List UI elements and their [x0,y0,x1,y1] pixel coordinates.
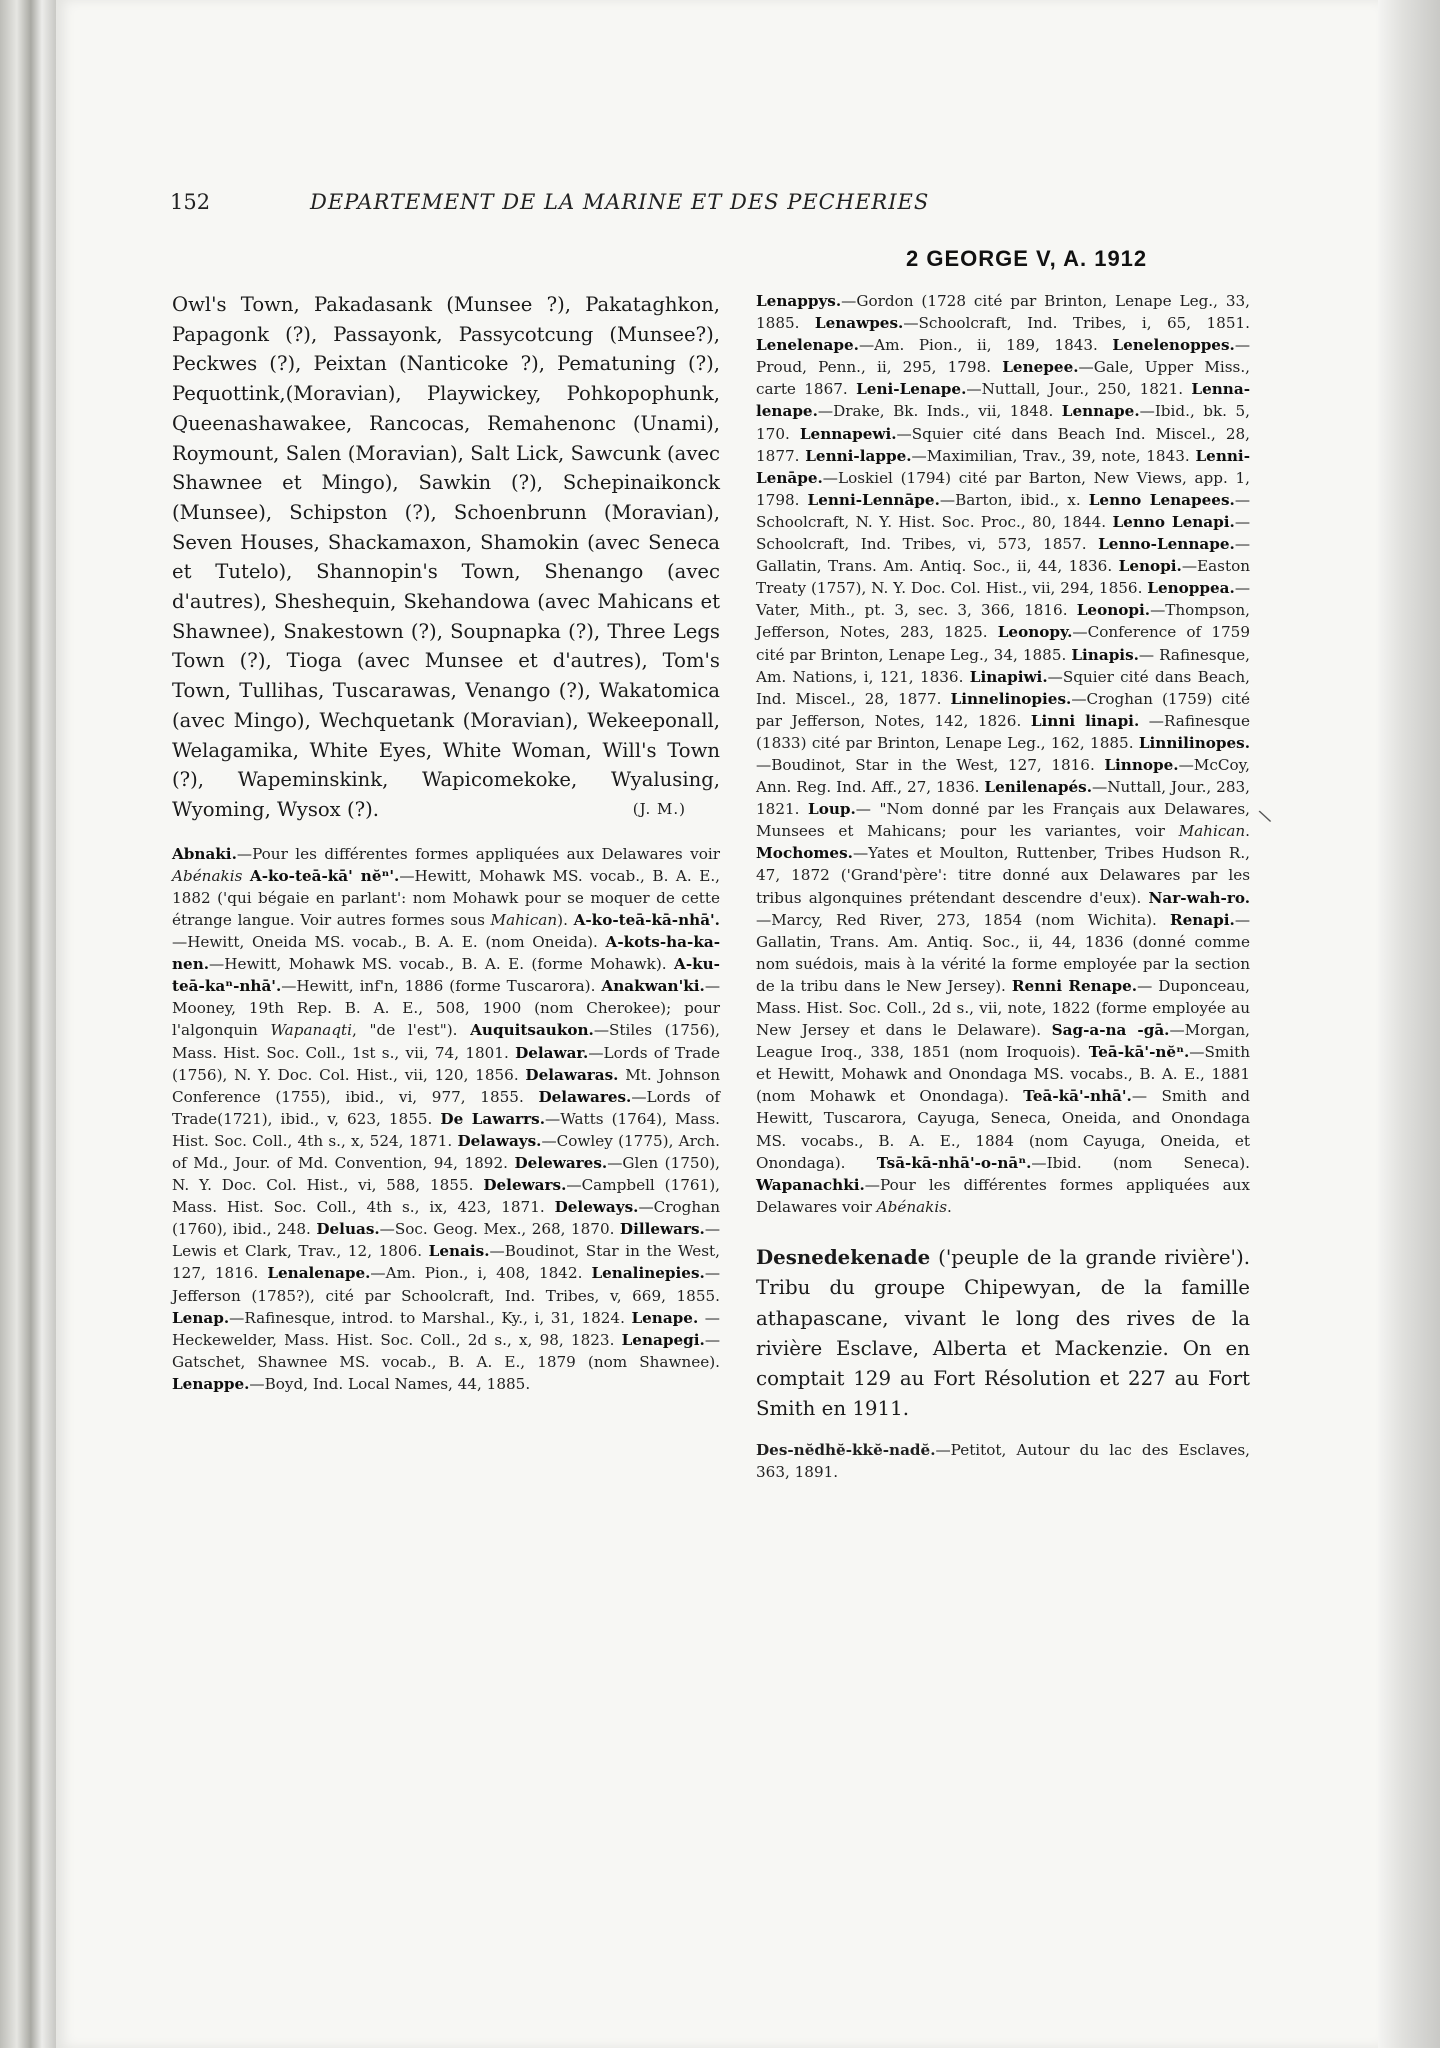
synonym-citation: —Soc. Geog. Mex., 268, 1870. [379,1220,620,1239]
synonym-citation: , "de l'est"). [352,1021,471,1040]
synonym-term: Linapiwi. [969,667,1048,686]
synonym-citation: — Rafinesque, Am. Nations, i, 121, 1836. [756,645,1250,686]
page-header [170,190,1250,220]
synonym-term: Loup. [808,800,856,819]
synonym-citation [242,867,250,885]
synonym-citation: —Maximilian, Trav., 39, note, 1843. [911,446,1196,465]
synonym-citation: — "Nom donné par les Français aux Delawares, Munsees et Mahicans; pour les variantes, voir [756,800,1250,841]
synonym-citation: —Conference of 1759 cité par Brinton, Lenape Leg., 34, 1885. [756,623,1250,664]
synonym-citation: —Ibid. (nom Seneca). [1031,1153,1250,1172]
synonym-citation: —Croghan (1759) cité par Jefferson, Notes, 142, 1826. [756,689,1250,730]
synonym-term: Lenopi. [1118,557,1182,576]
synonym-term: Leonopi. [1076,601,1151,620]
synonym-citation: —Marcy, Red River, 273, 1854 (nom Wichita). [756,910,1170,929]
synonym-citation: —Yates et Moulton, Ruttenber, Tribes Hudson R., 47, 1872 ('Grand'père': titre donné aux Delawares par les tribus algonquines prétendant descendre d'eux). [756,844,1250,907]
entry-synonymy-term: Des-nĕdhĕ-kkĕ-nadĕ. [756,1440,936,1459]
synonym-term: Tsā-kā-nhā'-o-nāⁿ. [876,1153,1032,1172]
synonym-citation: — Smith and Hewitt, Tuscarora, Cayuga, Seneca, Oneida, and Onondaga MS. vocabs., B. A. E., 1884 (nom Cayuga, Oneida, et Onondaga). [756,1087,1250,1172]
synonym-term: Renni Renape. [1011,976,1138,995]
synonym-term: Lenape. [631,1308,699,1327]
italic-reference: Mahican [1178,822,1246,841]
synonym-term: Lenappys. [756,292,842,310]
synonym-citation: —Rafinesque, introd. to Marshal., Ky., i, 31, 1824. [229,1308,632,1327]
left-column [172,290,720,1395]
synonym-citation: —Lewis et Clark, Trav., 12, 1806. [172,1220,720,1261]
synonym-citation: —Pour les différentes formes appliquées aux Delawares voir [756,1175,1250,1216]
entry-synonymy [756,1439,1250,1483]
synonym-term: Leni-Lenape. [856,380,967,399]
margin-mark: \ [1257,805,1273,828]
session-label: 2 GEORGE V, A. 1912 [906,246,1148,271]
synonym-citation: Mt. Johnson Conference (1755), ibid., vi, 977, 1855. [172,1065,720,1106]
synonym-term: Lenni-Lennāpe. [807,490,940,509]
synonym-citation: —Watts (1764), Mass. Hist. Soc. Coll., 4th s., x, 524, 1871. [172,1109,720,1150]
synonym-term: Teā-kā'-nhā'. [1023,1087,1132,1106]
synonym-citation: —Hewitt, Mohawk MS. vocab., B. A. E. (forme Mohawk). [209,955,675,974]
synonym-term: Delawar. [515,1043,589,1062]
synonym-citation: —Hewitt, Mohawk MS. vocab., B. A. E., 1882 ('qui bégaie en parlant': nom Mohawk pour se moquer de cette étrange langue. Voir autres formes sous [172,866,720,929]
synonym-term: Lenni-Lenāpe. [756,446,1250,487]
synonym-term: Sag-a-na -gā. [1051,1021,1170,1040]
synonym-citation: . [1245,822,1250,841]
towns-paragraph [172,290,720,825]
synonym-term: A-ko-teā-kā' nĕⁿ'. [249,866,400,885]
synonym-term: Abnaki. [172,844,237,863]
book-page-edges-left [0,0,56,2048]
synonym-citation: ). [557,910,574,929]
entry-synonymy-text: —Petitot, Autour du lac des Esclaves, 363, 1891. [756,1440,1250,1481]
synonym-term: Linnilinopes. [1138,733,1250,752]
running-title: DEPARTEMENT DE LA MARINE ET DES PECHERIES [310,190,930,214]
synonym-term: Lenoppea. [1147,579,1235,598]
synonym-term: Auquitsaukon. [470,1021,594,1040]
italic-reference: Wapanaqti [270,1021,353,1040]
synonym-term: Lenno-Lennape. [1098,535,1235,554]
synonym-term: Lenelenoppes. [1112,336,1235,355]
synonym-term: Linapis. [1071,645,1139,664]
synonym-citation: —Schoolcraft, Ind. Tribes, i, 65, 1851. [903,314,1250,333]
synonym-term: De Lawarrs. [440,1109,546,1128]
synonym-term: Lennapewi. [799,424,897,443]
synonym-citation: —Boudinot, Star in the West, 127, 1816. [756,755,1105,774]
synonym-citation: —Barton, ibid., x. [939,490,1089,509]
book-page-edges-right [1378,0,1440,2048]
synonym-citation: —Squier cité dans Beach Ind. Miscel., 28, 1877. [756,424,1250,465]
synonym-term: Wapanachki. [756,1175,865,1194]
synonym-term: Lenapegi. [621,1330,705,1349]
synonym-term: Delewars. [483,1176,567,1195]
synonym-citation: —Drake, Bk. Inds., vii, 1848. [817,402,1062,421]
synonym-citation: — Gallatin, Trans. Am. Antiq. Soc., ii, 44, 1836 (donné comme nom suédois, mais à la vérité la forme employée par la section de la tribu dans le New Jersey). [756,910,1250,995]
synonym-citation: —Am. Pion., ii, 189, 1843. [858,336,1113,355]
synonym-citation: —Lords of Trade(1721), ibid., v, 623, 1855. [172,1087,720,1128]
synonym-term: Lenelenape. [756,336,859,355]
synonym-citation: —Squier cité dans Beach, Ind. Miscel., 28, 1877. [756,667,1250,708]
synonym-term: Lenno Lenapees. [1088,490,1235,509]
right-column [756,290,1250,1483]
synonym-term: Lenalenape. [267,1264,371,1283]
synonymy-paragraph-left [172,843,720,1395]
author-initials: (J. M.) [632,799,686,818]
synonym-term: Linni linapi. [1030,711,1140,730]
synonym-term: Renapi. [1169,910,1235,929]
synonym-citation: . [947,1197,952,1216]
synonym-citation: —Nuttall, Jour., 250, 1821. [966,380,1192,399]
synonym-citation: —Jefferson (1785?), cité par Schoolcraft, Ind. Tribes, v, 669, 1855. [172,1264,720,1305]
entry-headword: Desnedekenade [756,1244,931,1269]
synonym-term: Dillewars. [619,1220,705,1239]
synonym-term: Linnope. [1104,755,1179,774]
synonymy-paragraph-right [756,290,1250,1218]
synonym-citation: —Glen (1750), N. Y. Doc. Col. Hist., vi, 588, 1855. [172,1153,720,1195]
synonym-citation: —Nuttall, Jour., 283, 1821. [756,778,1250,819]
synonym-citation: —Campbell (1761), Mass. Hist. Soc. Coll., 4th s., ix, 423, 1871. [172,1176,720,1217]
synonym-term: Lenno Lenapi. [1112,512,1235,531]
synonym-term: Lenni-lappe. [805,446,912,465]
synonym-citation: —Vater, Mith., pt. 3, sec. 3, 366, 1816. [756,579,1250,620]
synonym-citation: —Proud, Penn., ii, 295, 1798. [756,336,1250,377]
synonym-citation: —Rafinesque (1833) cité par Brinton, Lenape Leg., 162, 1885. [756,711,1251,752]
synonym-citation: —Thompson, Jefferson, Notes, 283, 1825. [756,601,1250,642]
italic-reference: Abénakis [876,1197,948,1216]
towns-text: Owl's Town, Pakadasank (Munsee ?), Pakataghkon, Papagonk (?), Passayonk, Passycotcung (Munsee?), Peckwes (?), Peixtan (Nanticoke ?), Pematuning (?), Pequottink,(Moravian), Playwickey, Pohkopophunk, Queenashawakee, Rancocas, Remahenonc (Unami), Roymount, Salen (Moravian), Salt Lick, Sawcunk (avec Shawnee et Mingo), Sawkin (?), Schepinaikonck (Munsee), Schipston (?), Schoenbrunn (Moravian), Seven Houses, Shackamaxon, Shamokin (avec Seneca et Tutelo), Shannopin's Town, Shenango (avec d'autres), Sheshequin, Skehandowa (avec Mahicans et Shawnee), Snakestown (?), Soupnapka (?), Three Legs Town (?), Tioga (avec Munsee et d'autres), Tom's Town, Tullihas, Tuscarawas, Venango (?), Wakatomica (avec Mingo), Wechquetank (Moravian), Wekeeponall, Welagamika, White Eyes, White Woman, Will's Town (?), Wapeminskink, Wapicomekoke, Wyalusing, Wyoming, Wysox (?). [172,293,720,821]
synonym-term: Mochomes. [756,844,853,863]
synonym-term: A-ko-teā-kā-nhā'. [573,910,720,929]
synonym-term: Linnelinopies. [950,689,1072,708]
synonym-citation: — Duponceau, Mass. Hist. Soc. Coll., 2d s., vii, note, 1822 (forme employée au New Jersey et dans le Delaware). [756,976,1250,1040]
synonym-term: Delawares. [538,1087,632,1106]
synonym-citation: —Schoolcraft, N. Y. Hist. Soc. Proc., 80, 1844. [756,490,1250,531]
synonym-citation: —Pour les différentes formes appliquées aux Delawares voir [236,844,720,863]
synonym-term: Lenawpes. [814,314,904,333]
synonym-term: Anakwan'ki. [601,977,705,996]
synonym-term: Nar-wah-ro. [1148,888,1250,907]
synonym-citation: —Ibid., bk. 5, 170. [756,402,1250,443]
synonym-citation: —Gordon (1728 cité par Brinton, Lenape Leg., 33, 1885. [756,292,1250,333]
synonym-citation: —Cowley (1775), Arch. of Md., Jour. of Md. Convention, 94, 1892. [172,1131,720,1172]
synonym-term: Lenalinepies. [591,1264,705,1283]
synonym-term: Lenilenapés. [984,778,1093,797]
synonym-citation: —Hewitt, inf'n, 1886 (forme Tuscarora). [281,977,602,996]
synonym-citation: —Lords of Trade (1756), N. Y. Doc. Col. Hist., vii, 120, 1856. [172,1043,720,1084]
synonym-term: Lenais. [428,1242,490,1261]
synonym-citation: —Hewitt, Oneida MS. vocab., B. A. E. (nom Oneida). [172,933,606,952]
synonym-citation: —McCoy, Ann. Reg. Ind. Aff., 27, 1836. [756,755,1250,797]
entry-paragraph [756,1242,1250,1425]
synonym-term: A-kots-ha-ka-nen. [172,933,720,974]
synonym-citation: —Gallatin, Trans. Am. Antiq. Soc., ii, 44, 1836. [756,535,1250,576]
synonym-citation: —Croghan (1760), ibid., 248. [172,1198,720,1239]
synonym-term: Lenappe. [172,1374,250,1393]
synonym-term: Delewares. [514,1153,608,1172]
synonym-citation: —Gatschet, Shawnee MS. vocab., B. A. E., 1879 (nom Shawnee). [172,1330,720,1371]
synonym-citation: —Schoolcraft, Ind. Tribes, vi, 573, 1857. [756,512,1250,554]
synonym-term: Deleways. [554,1198,639,1217]
synonym-citation: —Mooney, 19th Rep. B. A. E., 508, 1900 (nom Cherokee); pour l'algonquin [172,977,720,1040]
synonym-term: A-ku-teā-kaⁿ-nhā'. [172,955,720,996]
synonym-citation: —Boudinot, Star in the West, 127, 1816. [172,1242,720,1283]
synonym-term: Lenepee. [1002,358,1079,377]
synonym-citation: —Stiles (1756), Mass. Hist. Soc. Coll., 1st s., vii, 74, 1801. [172,1021,720,1062]
italic-reference: Mahican [490,910,558,929]
synonym-term: Delawaras. [525,1065,619,1084]
synonym-citation: —Morgan, League Iroq., 338, 1851 (nom Iroquois). [756,1021,1250,1062]
synonym-term: Teā-kā'-nĕⁿ. [1088,1043,1190,1062]
synonym-citation: —Am. Pion., i, 408, 1842. [370,1264,592,1283]
page-number: 152 [170,190,211,214]
synonym-citation: —Boyd, Ind. Local Names, 44, 1885. [249,1374,531,1393]
synonym-term: Deluas. [316,1220,380,1239]
synonym-citation: —Smith et Hewitt, Mohawk and Onondaga MS. vocabs., B. A. E., 1881 (nom Mohawk et Onondaga). [756,1043,1250,1106]
synonym-citation: —Loskiel (1794) cité par Barton, New Views, app. 1, 1798. [756,468,1250,509]
italic-reference: Abénakis [172,866,243,885]
synonym-citation: —Heckewelder, Mass. Hist. Soc. Coll., 2d s., x, 98, 1823. [172,1308,720,1349]
synonym-term: Lenna-lenape. [756,380,1250,421]
synonym-term: Lenap. [172,1308,230,1327]
synonym-citation: —Gale, Upper Miss., carte 1867. [756,358,1250,399]
synonym-term: Leonopy. [997,623,1073,642]
synonym-citation: —Easton Treaty (1757), N. Y. Doc. Col. Hist., vii, 294, 1856. [756,557,1250,598]
synonym-term: Lennape. [1061,402,1140,421]
entry-text: ('peuple de la grande rivière'). Tribu du groupe Chipewyan, de la famille athapascane, vivant le long des rives de la rivière Esclave, Alberta et Mackenzie. On en comptait 129 au Fort Résolution et 227 au Fort Smith en 1911. [756,1245,1250,1421]
synonym-term: Delaways. [457,1131,542,1150]
